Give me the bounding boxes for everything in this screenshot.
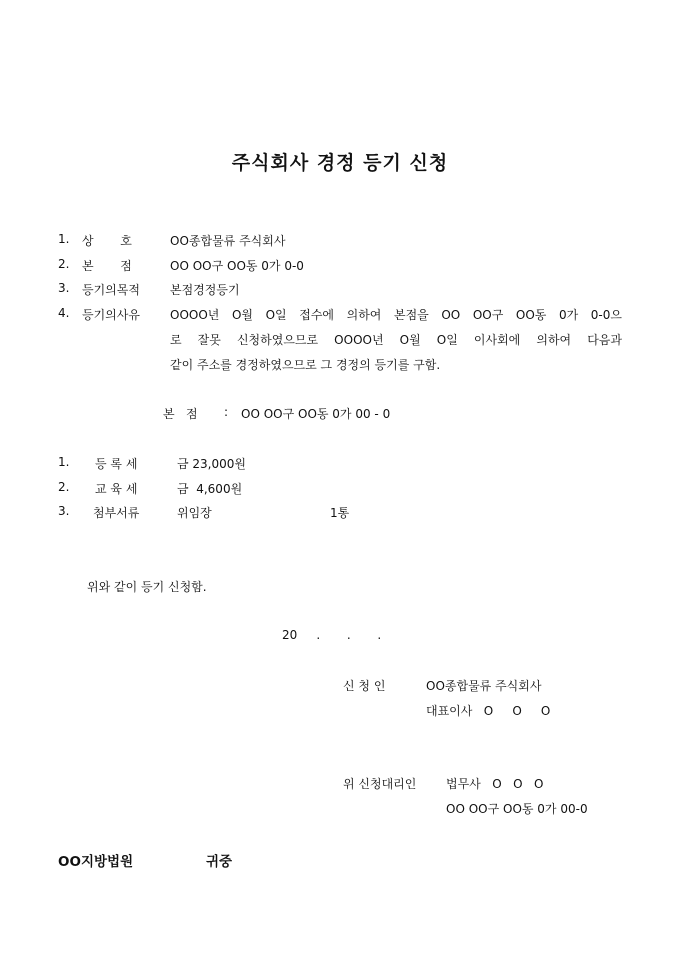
fee-1-label: 등 록 세 (95, 457, 138, 471)
item-2-value: OO OO구 OO동 0가 0-0 (170, 259, 304, 273)
item-4-reason-line-3: 같이 주소를 경정하였으므로 그 경정의 등기를 구함. (170, 358, 441, 372)
item-4-reason-line-1: OOOO년 O월 O일 접수에 의하여 본점을 OO OO구 OO동 0가 0-0으 (170, 308, 622, 322)
item-2-number: 2. (58, 257, 70, 271)
application-date: 20 . . . (282, 628, 382, 642)
fee-3-number: 3. (58, 504, 70, 518)
document-title: 주식회사 경정 등기 신청 (231, 152, 449, 174)
fee-2-label: 교 육 세 (95, 482, 138, 496)
applicant-representative: 대표이사 O O O (426, 704, 551, 718)
new-office-label: 본 점 (163, 407, 198, 421)
applicant-company: OO종합물류 주식회사 (426, 679, 542, 693)
new-office-value: OO OO구 OO동 0가 00 - 0 (241, 407, 391, 421)
fee-1-value: 금 23,000원 (177, 457, 246, 471)
application-statement: 위와 같이 등기 신청함. (87, 580, 207, 594)
fee-2-value: 금 4,600원 (177, 482, 243, 496)
item-4-reason-line-2: 로 잘못 신청하였으므로 OOOO년 O월 O일 이사회에 의하여 다음과 (170, 333, 622, 347)
item-1-value: OO종합물류 주식회사 (170, 234, 286, 248)
agent-label: 위 신청대리인 (343, 777, 417, 791)
court-suffix: 귀중 (206, 854, 233, 870)
item-4-label: 등기의사유 (82, 308, 140, 322)
new-office-colon: : (224, 405, 229, 419)
agent-address: OO OO구 OO동 0가 00-0 (446, 802, 588, 816)
fee-3-label: 첨부서류 (93, 506, 140, 520)
item-4-number: 4. (58, 306, 70, 320)
fee-1-number: 1. (58, 455, 70, 469)
item-3-number: 3. (58, 281, 70, 295)
applicant-label: 신 청 인 (343, 679, 386, 693)
court-name: OO지방법원 (58, 854, 134, 870)
item-3-value: 본점경정등기 (170, 283, 240, 297)
item-1-label: 상 호 (82, 234, 132, 248)
fee-2-number: 2. (58, 480, 70, 494)
attached-document-count: 1통 (330, 506, 350, 520)
agent-name: 법무사 O O O (446, 777, 544, 791)
item-3-label: 등기의목적 (82, 283, 140, 297)
attached-document: 위임장 (177, 506, 212, 520)
item-2-label: 본 점 (82, 259, 132, 273)
item-1-number: 1. (58, 232, 70, 246)
